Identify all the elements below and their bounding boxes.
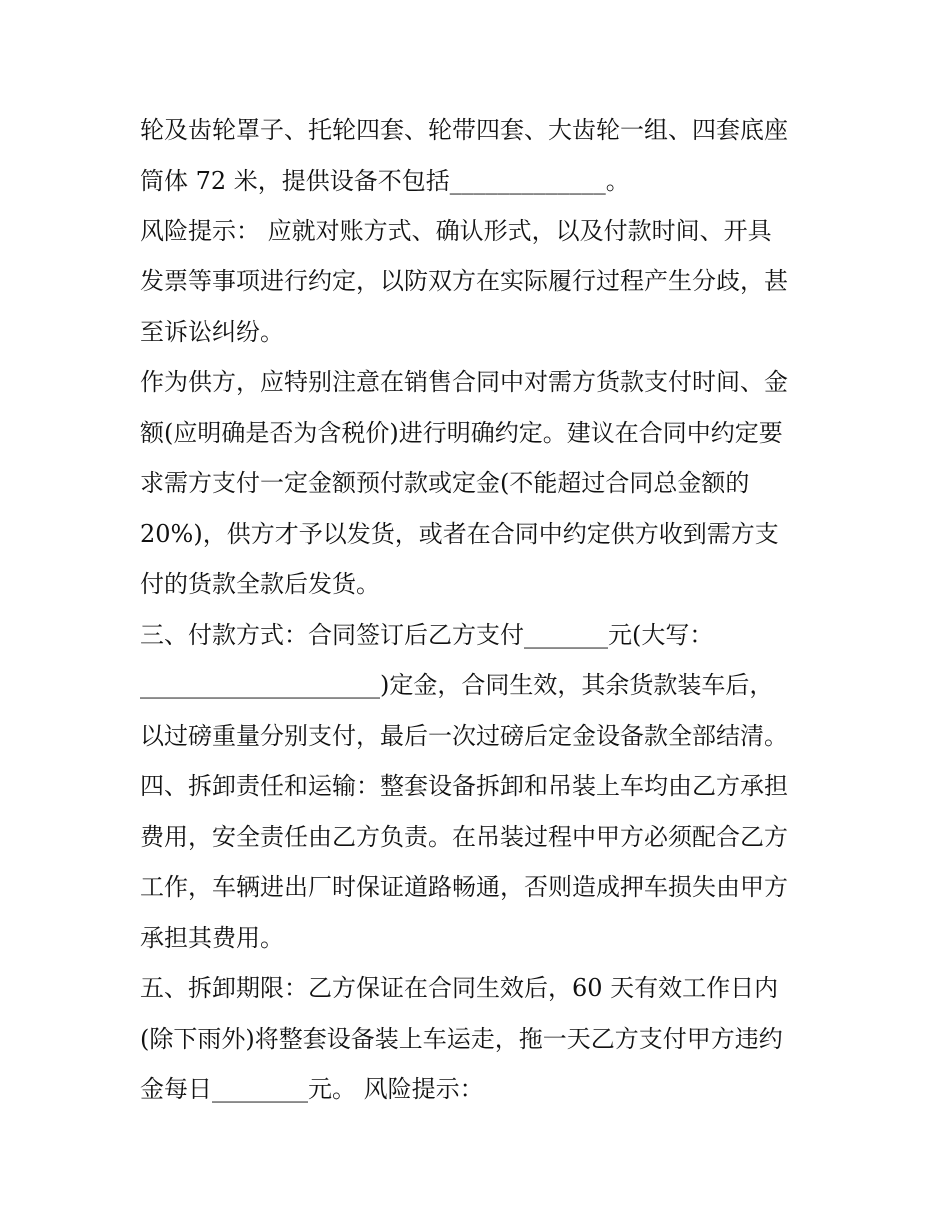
text-line: 承担其费用。 xyxy=(140,924,284,952)
text-line: 付的货款全款后发货。 xyxy=(140,570,380,598)
text-line: 工作，车辆进出厂时保证道路畅通，否则造成押车损失由甲方 xyxy=(140,873,788,901)
text-line: ____________________)定金，合同生效，其余货款装车后， xyxy=(140,671,774,699)
text-line: 风险提示： 应就对账方式、确认形式，以及付款时间、开具 xyxy=(140,217,772,245)
text-line: 四、拆卸责任和运输：整套设备拆卸和吊装上车均由乙方承担 xyxy=(140,772,788,800)
text-line: 作为供方，应特别注意在销售合同中对需方货款支付时间、金 xyxy=(140,368,788,396)
text-line: 轮及齿轮罩子、托轮四套、轮带四套、大齿轮一组、四套底座 xyxy=(140,116,788,144)
text-line: 至诉讼纠纷。 xyxy=(140,318,284,346)
text-line: 金每日________元。 风险提示： xyxy=(140,1075,484,1103)
text-line: (除下雨外)将整套设备装上车运走，拖一天乙方支付甲方违约 xyxy=(140,1025,783,1053)
text-line: 费用，安全责任由乙方负责。在吊装过程中甲方必须配合乙方 xyxy=(140,823,788,851)
text-line: 20%)，供方才予以发货，或者在合同中约定供方收到需方支 xyxy=(140,520,779,548)
text-line: 五、拆卸期限：乙方保证在合同生效后，60 天有效工作日内 xyxy=(140,974,779,1002)
text-line: 筒体 72 米，提供设备不包括_____________。 xyxy=(140,167,630,195)
text-line: 以过磅重量分别支付，最后一次过磅后定金设备款全部结清。 xyxy=(140,722,788,750)
text-line: 求需方支付一定金额预付款或定金(不能超过合同总金额的 xyxy=(140,469,750,497)
text-line: 三、付款方式：合同签订后乙方支付_______元(大写： xyxy=(140,621,714,649)
text-line: 发票等事项进行约定，以防双方在实际履行过程产生分歧，甚 xyxy=(140,267,788,295)
text-line: 额(应明确是否为含税价)进行明确约定。建议在合同中约定要 xyxy=(140,419,783,447)
